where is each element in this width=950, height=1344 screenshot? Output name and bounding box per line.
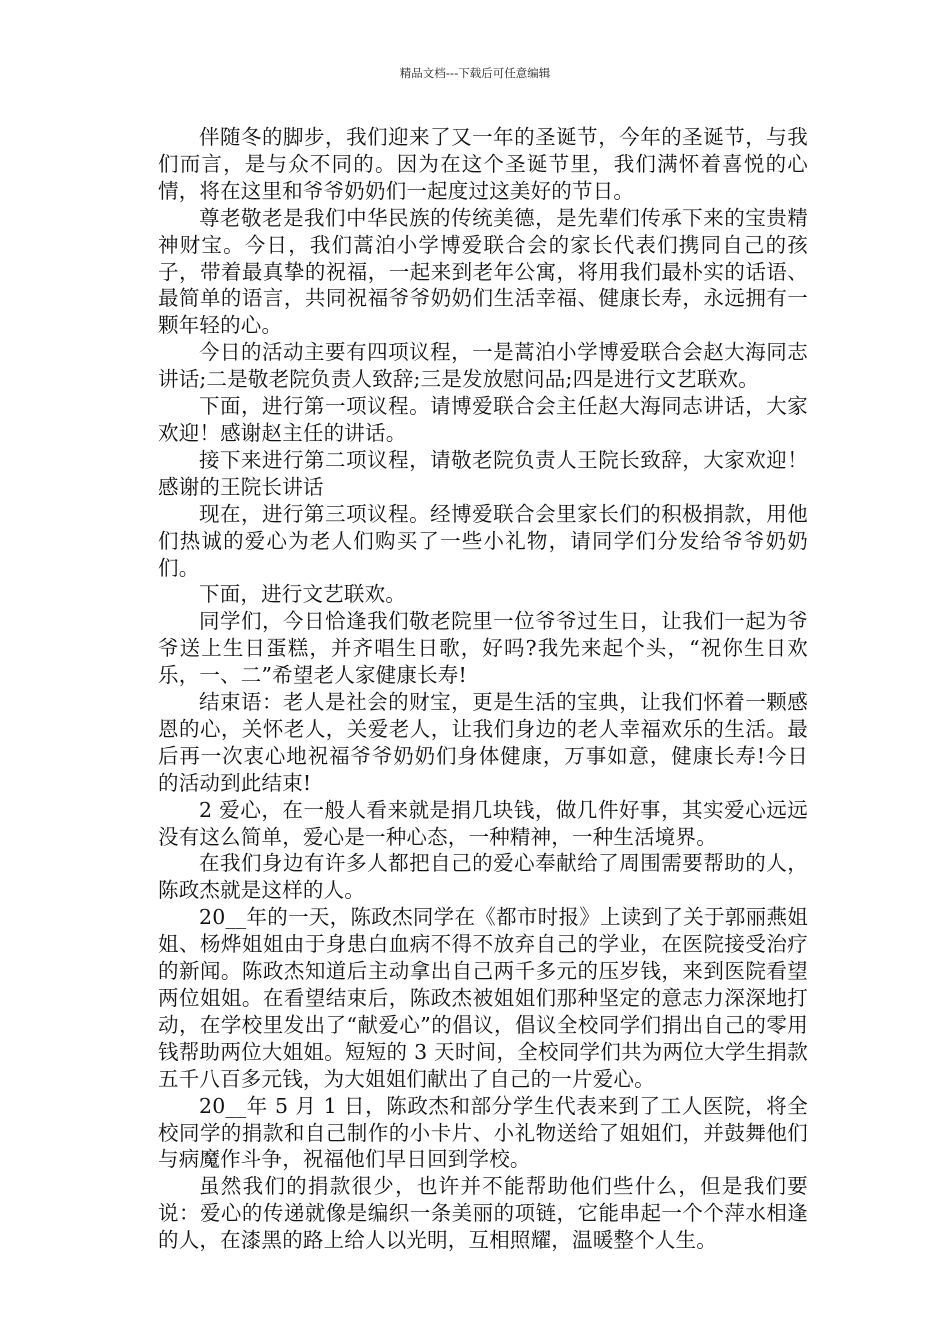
paragraph: 今日的活动主要有四项议程，一是蒿泊小学博爱联合会赵大海同志讲话;二是敬老院负责人致辞;三是发放慰问品;四是进行文艺联欢。 — [158, 340, 808, 392]
paragraph: 伴随冬的脚步，我们迎来了又一年的圣诞节，今年的圣诞节，与我们而言，是与众不同的。因为在这个圣诞节里，我们满怀着喜悦的心情，将在这里和爷爷奶奶们一起度过这美好的节日。 — [158, 125, 808, 203]
paragraph: 同学们，今日恰逢我们敬老院里一位爷爷过生日，让我们一起为爷爷送上生日蛋糕，并齐唱生日歌，好吗?我先来起个头，“祝你生日欢乐，一、二”希望老人家健康长寿! — [158, 609, 808, 688]
paragraph: 虽然我们的捐款很少，也许并不能帮助他们些什么，但是我们要说：爱心的传递就像是编织一条美丽的项链，它能串起一个个萍水相逢的人，在漆黑的路上给人以光明，互相照耀，温暖整个人生。 — [158, 1174, 808, 1253]
paragraph: 20__年的一天，陈政杰同学在《都市时报》上读到了关于郭丽燕姐姐、杨烨姐姐由于身患白血病不得不放弃自己的学业，在医院接受治疗的新闻。陈政杰知道后主动拿出自己两千多元的压岁钱，来到医院看望两位姐姐。在看望结束后，陈政杰被姐姐们那种坚定的意志力深深地打动，在学校里发出了“献爱心”的倡议，倡议全校同学们捐出自己的零用钱帮助两位大姐姐。短短的 3 天时间，全校同学们共为两位大学生捐款五千八百多元钱，为大姐姐们献出了自己的一片爱心。 — [158, 905, 808, 1091]
paragraph: 下面，进行第一项议程。请博爱联合会主任赵大海同志讲话，大家欢迎！感谢赵主任的讲话。 — [158, 394, 808, 445]
paragraph: 接下来进行第二项议程，请敬老院负责人王院长致辞，大家欢迎！感谢的王院长讲话 — [158, 447, 808, 499]
paragraph: 20__年 5 月 1 日，陈政杰和部分学生代表来到了工人医院，将全校同学的捐款和自己制作的小卡片、小礼物送给了姐姐们，并鼓舞他们与病魔作斗争，祝福他们早日回到学校。 — [158, 1093, 808, 1172]
page-header: 精品文档---下载后可任意编辑 — [399, 66, 551, 80]
paragraph: 2 爱心，在一般人看来就是捐几块钱，做几件好事，其实爱心远远没有这么简单，爱心是一种心态，一种精神，一种生活境界。 — [158, 797, 808, 849]
paragraph: 在我们身边有许多人都把自己的爱心奉献给了周围需要帮助的人，陈政杰就是这样的人。 — [158, 851, 808, 903]
paragraph: 现在，进行第三项议程。经博爱联合会里家长们的积极捐款，用他们热诚的爱心为老人们购买了一些小礼物，请同学们分发给爷爷奶奶们。 — [158, 501, 808, 580]
paragraph: 结束语：老人是社会的财宝，更是生活的宝典，让我们怀着一颗感恩的心，关怀老人，关爱老人，让我们身边的老人幸福欢乐的生活。最后再一次衷心地祝福爷爷奶奶们身体健康，万事如意，健康长寿!今日的活动到此结束! — [158, 690, 808, 795]
document-body — [158, 124, 808, 1254]
paragraph: 下面，进行文艺联欢。 — [199, 582, 406, 607]
paragraph: 尊老敬老是我们中华民族的传统美德，是先辈们传承下来的宝贵精神财宝。今日，我们蒿泊小学博爱联合会的家长代表们携同自己的孩子，带着最真挚的祝福，一起来到老年公寓，将用我们最朴实的话语、最简单的语言，共同祝福爷爷奶奶们生活幸福、健康长寿，永远拥有一颗年轻的心。 — [158, 205, 808, 338]
